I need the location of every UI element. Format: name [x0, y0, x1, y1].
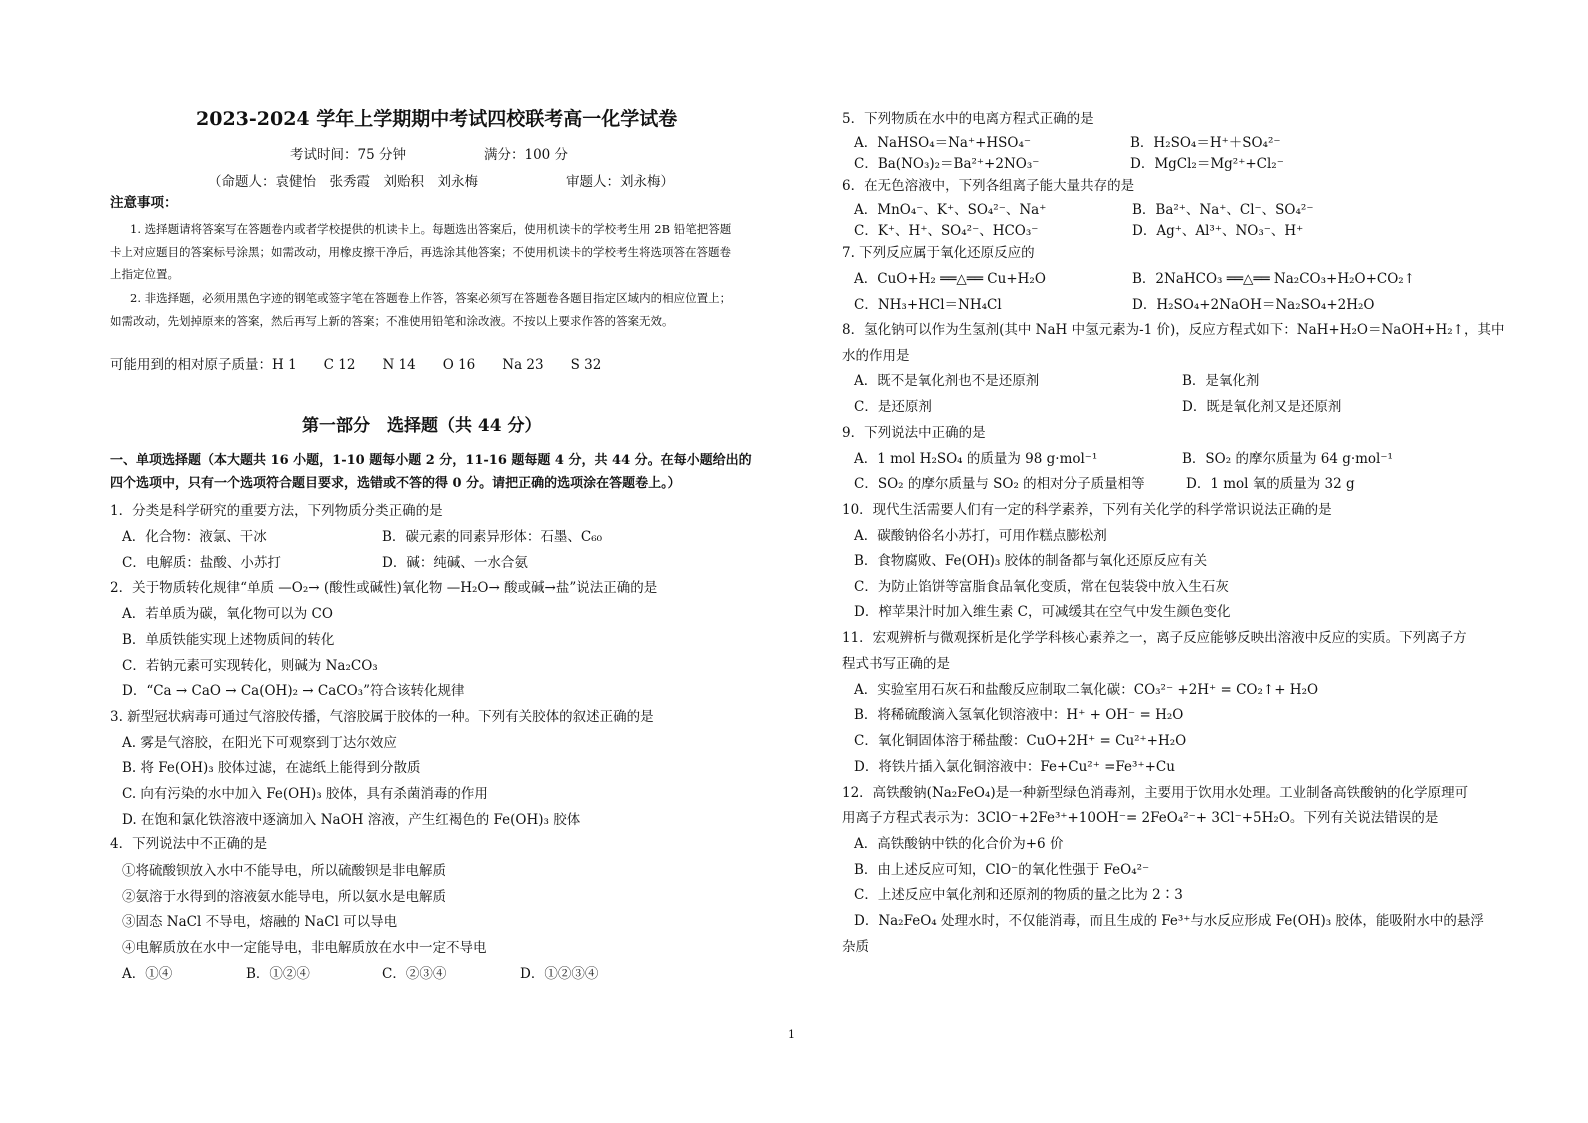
part-one-heading: 第一部分 选择题（共 44 分） — [302, 416, 542, 436]
reviewer: 审题人：刘永梅） — [566, 174, 674, 190]
option: A．NaHSO₄＝Na⁺+HSO₄⁻ — [854, 135, 1032, 151]
statement: ③固态 NaCl 不导电，熔融的 NaCl 可以导电 — [122, 914, 398, 930]
option: C．氧化铜固体溶于稀盐酸：CuO+2H⁺ = Cu²⁺+H₂O — [854, 733, 1187, 749]
question-stem: 程式书写正确的是 — [842, 656, 950, 672]
option: B．将稀硫酸滴入氢氧化钡溶液中：H⁺ + OH⁻ = H₂O — [854, 707, 1184, 723]
exam-time: 考试时间：75 分钟 — [290, 147, 406, 163]
option: B．单质铁能实现上述物质间的转化 — [122, 632, 335, 648]
option: C．Ba(NO₃)₂＝Ba²⁺+2NO₃⁻ — [854, 156, 1040, 172]
question-stem: 用离子方程式表示为：3ClO⁻+2Fe³⁺+10OH⁻= 2FeO₄²⁻+ 3Cl⁻+5H₂O。下列有关说法错误的是 — [842, 810, 1439, 826]
option: D．Na₂FeO₄ 处理水时，不仅能消毒，而且生成的 Fe³⁺与水反应形成 Fe(OH)₃ 胶体，能吸附水中的悬浮 — [854, 913, 1484, 929]
option: A. 雾是气溶胶，在阳光下可观察到丁达尔效应 — [122, 735, 397, 751]
option: C. 向有污染的水中加入 Fe(OH)₃ 胶体，具有杀菌消毒的作用 — [122, 786, 488, 802]
option: B．由上述反应可知，ClO⁻的氧化性强于 FeO₄²⁻ — [854, 862, 1150, 878]
statement: ④电解质放在水中一定能导电，非电解质放在水中一定不导电 — [122, 940, 487, 956]
option: A．既不是氧化剂也不是还原剂 — [854, 373, 1040, 389]
option: D．①②③④ — [520, 966, 599, 982]
option: A．高铁酸钠中铁的化合价为+6 价 — [854, 836, 1064, 852]
option: A．实验室用石灰石和盐酸反应制取二氧化碳：CO₃²⁻ +2H⁺ = CO₂↑+ H₂O — [854, 682, 1319, 698]
option: B. 将 Fe(OH)₃ 胶体过滤，在滤纸上能得到分散质 — [122, 760, 421, 776]
notice-line: 如需改动，先划掉原来的答案，然后再写上新的答案；不准使用铅笔和涂改液。不按以上要求作答的答案无效。 — [110, 314, 674, 328]
option: D．1 mol 氧的质量为 32 g — [1186, 476, 1355, 492]
option: C．若钠元素可实现转化，则碱为 Na₂CO₃ — [122, 658, 378, 674]
option: D．Ag⁺、Al³⁺、NO₃⁻、H⁺ — [1132, 223, 1304, 239]
page-title: 2023-2024 学年上学期期中考试四校联考高一化学试卷 — [196, 108, 678, 130]
option: A．CuO+H₂ ══△══ Cu+H₂O — [854, 271, 1046, 287]
option: A．1 mol H₂SO₄ 的质量为 98 g·mol⁻¹ — [854, 451, 1098, 467]
question-stem: 1．分类是科学研究的重要方法，下列物质分类正确的是 — [110, 503, 443, 519]
option: D．碱：纯碱、一水合氨 — [382, 555, 528, 571]
option: C．K⁺、H⁺、SO₄²⁻、HCO₃⁻ — [854, 223, 1039, 239]
option: A．①④ — [122, 966, 173, 982]
question-stem: 5．下列物质在水中的电离方程式正确的是 — [842, 111, 1094, 127]
option: D. 在饱和氯化铁溶液中逐滴加入 NaOH 溶液，产生红褐色的 Fe(OH)₃ 胶体 — [122, 812, 581, 828]
atomic-masses: 可能用到的相对原子质量：H 1 C 12 N 14 O 16 Na 23 S 32 — [110, 357, 602, 373]
option: B．SO₂ 的摩尔质量为 64 g·mol⁻¹ — [1182, 451, 1393, 467]
option: B．2NaHCO₃ ══△══ Na₂CO₃+H₂O+CO₂↑ — [1132, 271, 1416, 287]
option: C．电解质：盐酸、小苏打 — [122, 555, 281, 571]
section-instructions: 四个选项中，只有一个选项符合题目要求，选错或不答的得 0 分。请把正确的选项涂在答题卷上。） — [110, 476, 681, 491]
question-stem: 水的作用是 — [842, 348, 910, 364]
option: D．H₂SO₄+2NaOH＝Na₂SO₄+2H₂O — [1132, 297, 1375, 313]
option: C．是还原剂 — [854, 399, 932, 415]
notice-line: 1. 选择题请将答案写在答题卷内或者学校提供的机读卡上。每题选出答案后，使用机读卡的学校考生用 2B 铅笔把答题 — [130, 222, 732, 236]
option: C．SO₂ 的摩尔质量与 SO₂ 的相对分子质量相等 — [854, 476, 1145, 492]
option: B．是氧化剂 — [1182, 373, 1260, 389]
option: A．若单质为碳，氧化物可以为 CO — [122, 606, 333, 622]
question-stem: 7. 下列反应属于氧化还原反应的 — [842, 245, 1035, 261]
option: C．上述反应中氧化剂和还原剂的物质的量之比为 2∶3 — [854, 887, 1183, 903]
option: C．为防止馅饼等富脂食品氧化变质，常在包装袋中放入生石灰 — [854, 579, 1229, 595]
notice-line: 上指定位置。 — [110, 267, 179, 281]
question-stem: 10．现代生活需要人们有一定的科学素养，下列有关化学的科学常识说法正确的是 — [842, 502, 1332, 518]
question-stem: 8．氢化钠可以作为生氢剂(其中 NaH 中氢元素为-1 价)，反应方程式如下：NaH+H₂O＝NaOH+H₂↑，其中 — [842, 322, 1505, 338]
notice-heading: 注意事项： — [110, 195, 178, 211]
option: C．②③④ — [382, 966, 447, 982]
option: B．H₂SO₄＝H⁺＋SO₄²⁻ — [1130, 135, 1281, 151]
option: C．NH₃+HCl＝NH₄Cl — [854, 297, 1002, 313]
question-stem: 9．下列说法中正确的是 — [842, 425, 986, 441]
full-score: 满分：100 分 — [484, 147, 569, 163]
question-stem: 6．在无色溶液中，下列各组离子能大量共存的是 — [842, 178, 1135, 194]
option: B．①②④ — [246, 966, 310, 982]
statement: ①将硫酸钡放入水中不能导电，所以硫酸钡是非电解质 — [122, 863, 446, 879]
option: B．Ba²⁺、Na⁺、Cl⁻、SO₄²⁻ — [1132, 202, 1314, 218]
option-continuation: 杂质 — [842, 939, 869, 955]
section-instructions: 一、单项选择题（本大题共 16 小题，1-10 题每小题 2 分，11-16 题每题 4 分，共 44 分。在每小题给出的 — [110, 453, 752, 468]
option: A．MnO₄⁻、K⁺、SO₄²⁻、Na⁺ — [854, 202, 1047, 218]
option: D．既是氧化剂又是还原剂 — [1182, 399, 1342, 415]
question-stem: 3. 新型冠状病毒可通过气溶胶传播，气溶胶属于胶体的一种。下列有关胶体的叙述正确的是 — [110, 709, 654, 725]
option: D．榨苹果汁时加入维生素 C，可减缓其在空气中发生颜色变化 — [854, 604, 1231, 620]
question-stem: 2．关于物质转化规律“单质 —O₂→ (酸性或碱性)氧化物 —H₂O→ 酸或碱→盐”说法正确的是 — [110, 580, 658, 596]
option: A．碳酸钠俗名小苏打，可用作糕点膨松剂 — [854, 528, 1107, 544]
option: D．“Ca → CaO → Ca(OH)₂ → CaCO₃”符合该转化规律 — [122, 683, 465, 699]
authors: （命题人：袁健怡 张秀霞 刘贻积 刘永梅 — [208, 174, 478, 190]
option: D．将铁片插入氯化铜溶液中：Fe+Cu²⁺ =Fe³⁺+Cu — [854, 759, 1175, 775]
question-stem: 11．宏观辨析与微观探析是化学学科核心素养之一，离子反应能够反映出溶液中反应的实质。下列离子方 — [842, 630, 1467, 646]
statement: ②氨溶于水得到的溶液氨水能导电，所以氨水是电解质 — [122, 889, 446, 905]
option: B．碳元素的同素异形体：石墨、C₆₀ — [382, 529, 603, 545]
question-stem: 4．下列说法中不正确的是 — [110, 836, 268, 852]
option: D．MgCl₂＝Mg²⁺+Cl₂⁻ — [1130, 156, 1284, 172]
notice-line: 卡上对应题目的答案标号涂黑；如需改动，用橡皮擦干净后，再选涂其他答案；不使用机读卡的学校考生将选项答在答题卷 — [110, 245, 731, 259]
page-number: 1 — [788, 1028, 795, 1041]
notice-line: 2. 非选择题，必须用黑色字迹的钢笔或签字笔在答题卷上作答，答案必须写在答题卷各题目指定区域内的相应位置上； — [130, 291, 732, 305]
option: B．食物腐败、Fe(OH)₃ 胶体的制备都与氧化还原反应有关 — [854, 553, 1208, 569]
option: A．化合物：液氯、干冰 — [122, 529, 267, 545]
question-stem: 12．高铁酸钠(Na₂FeO₄)是一种新型绿色消毒剂，主要用于饮用水处理。工业制备高铁酸钠的化学原理可 — [842, 785, 1469, 801]
